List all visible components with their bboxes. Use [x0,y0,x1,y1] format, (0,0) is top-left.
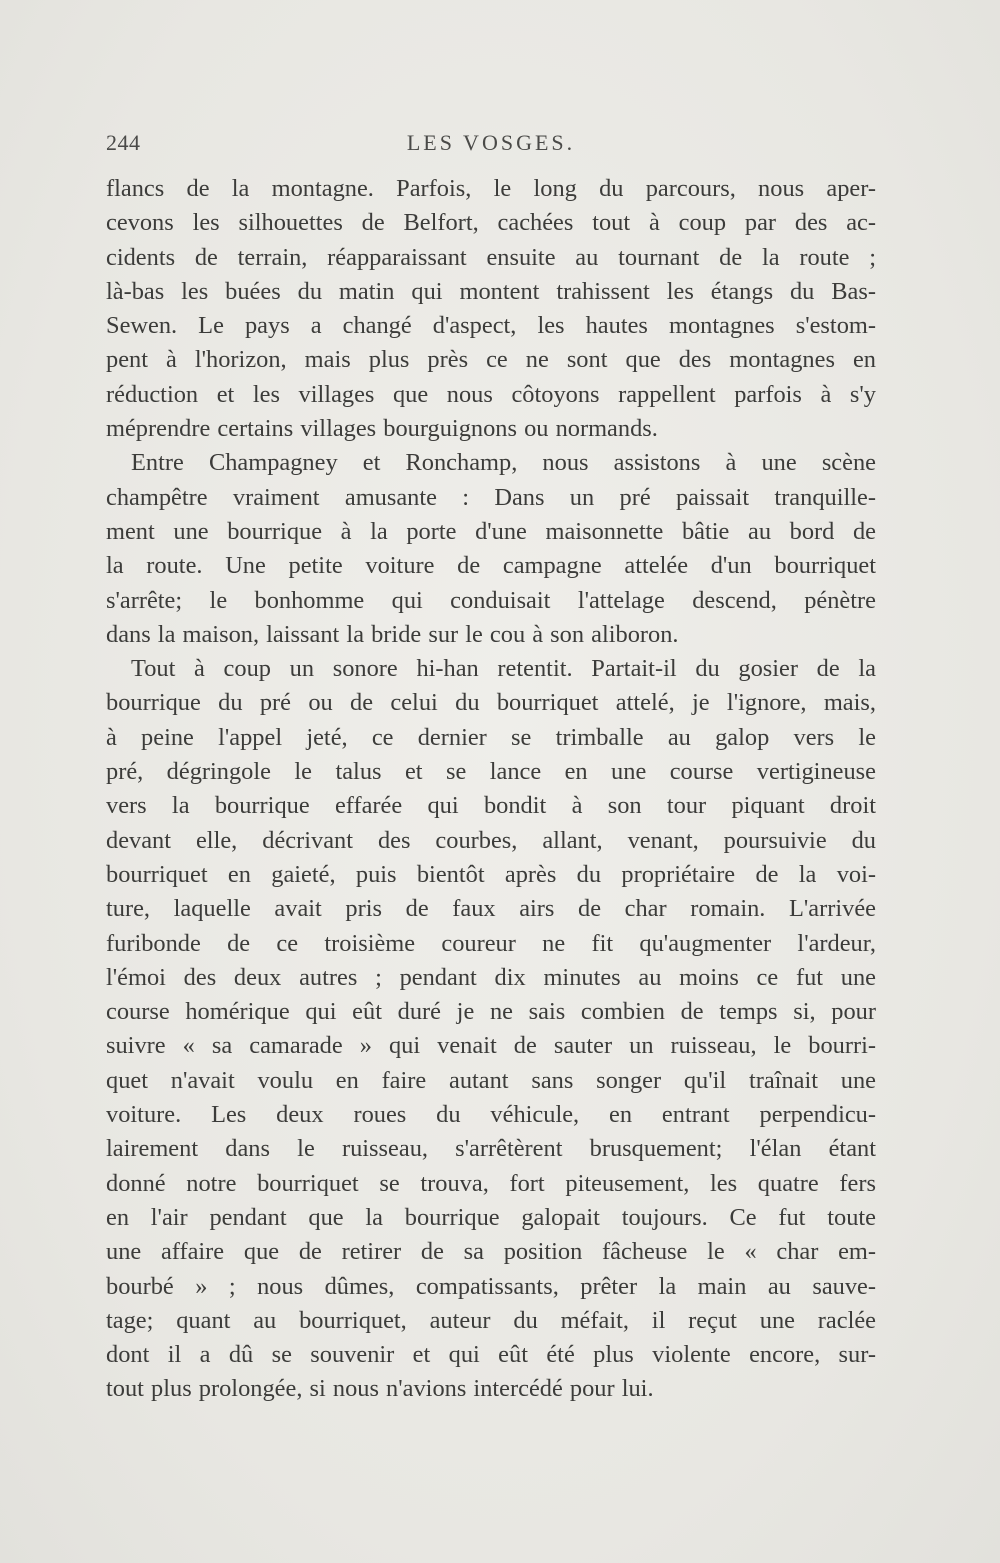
running-title: LES VOSGES. [406,130,576,155]
text-line: la route. Une petite voiture de campagne attelée d'un bourriquet [106,552,876,580]
text-line: pent à l'horizon, mais plus près ce ne sont que des montagnes en [106,346,876,374]
text-line: bourbé » ; nous dûmes, compatissants, prêter la main au sauve- [106,1272,876,1300]
text-line: l'émoi des deux autres ; pendant dix minutes au moins ce fut une [106,963,876,991]
paragraph [106,446,876,652]
text-line: là-bas les buées du matin qui montent trahissent les étangs du Bas- [106,277,876,305]
text-line: lairement dans le ruisseau, s'arrêtèrent brusquement; l'élan étant [106,1135,876,1163]
text-line: champêtre vraiment amusante : Dans un pré paissait tranquille- [106,483,876,511]
paragraph [106,652,876,1407]
text-line: course homérique qui eût duré je ne sais combien de temps si, pour [106,998,876,1026]
text-line: bourrique du pré ou de celui du bourriquet attelé, je l'ignore, mais, [106,689,876,717]
text-line: méprendre certains villages bourguignons ou normands. [106,415,658,443]
text-line: ment une bourrique à la porte d'une maisonnette bâtie au bord de [106,517,876,545]
text-line: voiture. Les deux roues du véhicule, en entrant perpendicu- [106,1101,876,1129]
text-line: pré, dégringole le talus et se lance en une course vertigineuse [106,758,876,786]
text-line: en l'air pendant que la bourrique galopait toujours. Ce fut toute [106,1203,876,1231]
text-line: une affaire que de retirer de sa position fâcheuse le « char em- [106,1238,876,1266]
text-line: donné notre bourriquet se trouva, fort piteusement, les quatre fers [106,1169,876,1197]
running-head [106,130,876,160]
text-line: dont il a dû se souvenir et qui eût été plus violente encore, sur- [106,1341,876,1369]
text-line: suivre « sa camarade » qui venait de sauter un ruisseau, le bourri- [106,1032,876,1060]
text-line: dans la maison, laissant la bride sur le cou à son aliboron. [106,620,679,648]
paragraph [106,172,876,446]
text-line: furibonde de ce troisième coureur ne fit qu'augmenter l'ardeur, [106,929,876,957]
text-line: Sewen. Le pays a changé d'aspect, les hautes montagnes s'estom- [106,312,876,340]
text-line: vers la bourrique effarée qui bondit à son tour piquant droit [106,792,876,820]
text-line: à peine l'appel jeté, ce dernier se trimballe au galop vers le [106,723,876,751]
text-line: devant elle, décrivant des courbes, allant, venant, poursuivie du [106,826,876,854]
text-line: flancs de la montagne. Parfois, le long du parcours, nous aper- [106,175,876,202]
text-line: s'arrête; le bonhomme qui conduisait l'attelage descend, pénètre [106,586,876,614]
text-line: Tout à coup un sonore hi-han retentit. Partait-il du gosier de la [131,655,876,683]
text-line: quet n'avait voulu en faire autant sans songer qu'il traînait une [106,1066,876,1094]
text-line: réduction et les villages que nous côtoyons rappellent parfois à s'y [106,380,876,408]
text-line: Entre Champagney et Ronchamp, nous assistons à une scène [131,449,876,477]
body-text [106,172,876,1407]
text-line: bourriquet en gaieté, puis bientôt après du propriétaire de la voi- [106,860,876,888]
page-number: 244 [106,130,141,155]
text-line: tage; quant au bourriquet, auteur du méfait, il reçut une raclée [106,1306,876,1334]
text-line: cevons les silhouettes de Belfort, cachées tout à coup par des ac- [106,209,876,237]
text-line: tout plus prolongée, si nous n'avions intercédé pour lui. [106,1375,654,1403]
text-line: ture, laquelle avait pris de faux airs de char romain. L'arrivée [106,895,876,923]
text-line: cidents de terrain, réapparaissant ensuite au tournant de la route ; [106,243,876,271]
